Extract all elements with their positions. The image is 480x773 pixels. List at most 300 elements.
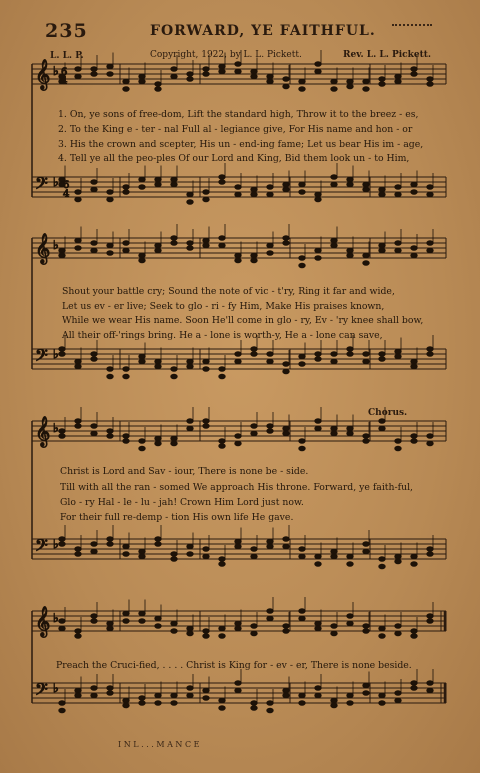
note-head — [331, 703, 337, 708]
note-head — [331, 243, 337, 248]
note-head — [91, 180, 97, 185]
note-head — [219, 69, 225, 74]
note-head — [107, 64, 113, 69]
lyric-line: Glo - ry Hal - le - lu - jah! Crown Him Lord just now. — [60, 497, 304, 508]
note-head — [219, 626, 225, 631]
note-head — [283, 544, 289, 549]
note-head — [107, 429, 113, 434]
note-head — [267, 192, 273, 197]
note-head — [155, 624, 161, 629]
note-head — [299, 547, 305, 552]
note-head — [299, 354, 305, 359]
note-head — [427, 77, 433, 82]
note-head — [187, 552, 193, 557]
note-head — [395, 185, 401, 190]
note-head — [363, 542, 369, 547]
note-head — [123, 367, 129, 372]
note-head — [267, 251, 273, 256]
note-head — [251, 253, 257, 258]
note-head — [267, 708, 273, 713]
note-head — [331, 631, 337, 636]
note-head — [91, 72, 97, 77]
note-head — [123, 79, 129, 84]
note-head — [155, 701, 161, 706]
note-head — [363, 352, 369, 357]
note-head — [187, 419, 193, 424]
note-head — [411, 681, 417, 686]
note-head — [155, 82, 161, 87]
note-head — [155, 537, 161, 542]
note-head — [315, 352, 321, 357]
note-head — [235, 253, 241, 258]
note-head — [187, 364, 193, 369]
meter-label: L. L. P. — [50, 51, 84, 61]
note-head — [59, 248, 65, 253]
note-head — [267, 185, 273, 190]
note-head — [219, 64, 225, 69]
note-head — [123, 544, 129, 549]
note-head — [91, 248, 97, 253]
note-head — [235, 688, 241, 693]
note-head — [123, 248, 129, 253]
note-head — [139, 74, 145, 79]
note-head — [299, 256, 305, 261]
note-head — [395, 631, 401, 636]
lyric-line: All their off-'rings bring. He a - lone is worth-y, He a - lone can save, — [62, 330, 383, 341]
note-head — [107, 434, 113, 439]
flat-sign-icon: ♭ — [53, 64, 59, 78]
note-head — [91, 352, 97, 357]
note-head — [315, 248, 321, 253]
note-head — [203, 696, 209, 701]
note-head — [187, 359, 193, 364]
note-head — [395, 354, 401, 359]
note-head — [59, 626, 65, 631]
note-head — [171, 436, 177, 441]
flat-sign-icon: ♭ — [53, 238, 59, 252]
composer-credit: Rev. L. L. Pickett. — [343, 50, 432, 60]
note-head — [267, 79, 273, 84]
note-head — [379, 243, 385, 248]
note-head — [395, 698, 401, 703]
note-head — [251, 347, 257, 352]
note-head — [347, 182, 353, 187]
lyric-line: Preach the Cruci-fied, . . . . Christ is King for - ev - er, There is none beside. — [56, 660, 412, 671]
note-head — [363, 182, 369, 187]
note-head — [395, 624, 401, 629]
note-head — [187, 200, 193, 205]
note-head — [155, 87, 161, 92]
note-head — [299, 182, 305, 187]
note-head — [139, 701, 145, 706]
note-head — [315, 621, 321, 626]
note-head — [331, 698, 337, 703]
note-head — [395, 439, 401, 444]
note-head — [75, 424, 81, 429]
note-head — [363, 253, 369, 258]
note-head — [331, 238, 337, 243]
note-head — [219, 439, 225, 444]
note-head — [395, 446, 401, 451]
note-head — [139, 354, 145, 359]
note-head — [363, 87, 369, 92]
note-head — [91, 424, 97, 429]
note-head — [235, 434, 241, 439]
note-head — [123, 87, 129, 92]
note-head — [283, 241, 289, 246]
note-head — [139, 177, 145, 182]
note-head — [395, 74, 401, 79]
note-head — [139, 258, 145, 263]
note-head — [171, 374, 177, 379]
note-head — [107, 251, 113, 256]
note-head — [171, 557, 177, 562]
note-head — [331, 352, 337, 357]
note-head — [427, 681, 433, 686]
note-head — [427, 441, 433, 446]
note-head — [107, 686, 113, 691]
note-head — [251, 431, 257, 436]
note-head — [299, 362, 305, 367]
note-head — [379, 564, 385, 569]
note-head — [235, 544, 241, 549]
note-head — [251, 554, 257, 559]
note-head — [123, 619, 129, 624]
note-head — [283, 688, 289, 693]
note-head — [107, 367, 113, 372]
lyric-line: Christ is Lord and Sav - iour, There is none be - side. — [60, 466, 309, 477]
note-head — [91, 619, 97, 624]
note-head — [91, 187, 97, 192]
note-head — [123, 703, 129, 708]
note-head — [427, 241, 433, 246]
note-head — [379, 693, 385, 698]
note-head — [283, 431, 289, 436]
note-head — [347, 248, 353, 253]
note-head — [75, 197, 81, 202]
note-head — [315, 256, 321, 261]
note-head — [171, 177, 177, 182]
note-head — [315, 197, 321, 202]
note-head — [427, 352, 433, 357]
note-head — [315, 562, 321, 567]
note-head — [331, 182, 337, 187]
note-head — [267, 424, 273, 429]
note-head — [123, 241, 129, 246]
note-head — [187, 246, 193, 251]
note-head — [379, 634, 385, 639]
note-head — [411, 182, 417, 187]
note-head — [107, 621, 113, 626]
note-head — [251, 424, 257, 429]
note-head — [219, 634, 225, 639]
note-head — [107, 691, 113, 696]
note-head — [411, 72, 417, 77]
note-head — [283, 362, 289, 367]
note-head — [283, 84, 289, 89]
note-head — [75, 693, 81, 698]
note-head — [187, 241, 193, 246]
note-head — [75, 67, 81, 72]
note-head — [299, 609, 305, 614]
note-head — [59, 429, 65, 434]
note-head — [139, 696, 145, 701]
note-head — [283, 77, 289, 82]
note-head — [315, 192, 321, 197]
time-signature-top: 6 — [61, 67, 68, 78]
note-head — [187, 693, 193, 698]
lyric-line: Shout your battle cry; Sound the note of vic - t'ry, Ring it far and wide, — [62, 286, 395, 297]
note-head — [283, 236, 289, 241]
note-head — [267, 544, 273, 549]
treble-clef-icon: 𝄞 — [35, 417, 51, 447]
note-head — [299, 190, 305, 195]
note-head — [171, 241, 177, 246]
lyric-line: 3. His the crown and scepter, His un - end-ing fame; Let us bear His im - age, — [58, 139, 424, 150]
note-head — [235, 185, 241, 190]
bass-clef-icon: 𝄢 — [35, 535, 48, 559]
note-head — [155, 177, 161, 182]
note-head — [267, 701, 273, 706]
note-head — [347, 621, 353, 626]
note-head — [139, 554, 145, 559]
note-head — [427, 552, 433, 557]
lyric-line: Let us ev - er live; Seek to glo - ri - fy Him, Make His praises known, — [62, 301, 385, 312]
note-head — [155, 542, 161, 547]
note-head — [235, 69, 241, 74]
note-head — [267, 352, 273, 357]
note-head — [107, 190, 113, 195]
note-head — [379, 82, 385, 87]
copyright-notice: Copyright, 1922, by L. L. Pickett. — [150, 50, 302, 60]
flat-sign-icon: ♭ — [53, 537, 59, 551]
note-head — [203, 688, 209, 693]
note-head — [203, 367, 209, 372]
note-head — [347, 352, 353, 357]
note-head — [203, 243, 209, 248]
note-head — [187, 426, 193, 431]
note-head — [251, 74, 257, 79]
note-head — [315, 357, 321, 362]
note-head — [171, 74, 177, 79]
note-head — [155, 359, 161, 364]
note-head — [219, 698, 225, 703]
note-head — [235, 626, 241, 631]
note-head — [427, 614, 433, 619]
note-head — [59, 542, 65, 547]
lyric-line: While we wear His name. Soon He'll come in glo - ry, Ev - 'ry knee shall bow, — [62, 315, 424, 326]
note-head — [203, 419, 209, 424]
note-head — [59, 701, 65, 706]
note-head — [363, 624, 369, 629]
note-head — [347, 79, 353, 84]
note-head — [235, 621, 241, 626]
note-head — [331, 79, 337, 84]
note-head — [59, 434, 65, 439]
note-head — [187, 544, 193, 549]
note-head — [299, 439, 305, 444]
note-head — [395, 554, 401, 559]
note-head — [363, 629, 369, 634]
note-head — [203, 72, 209, 77]
note-head — [283, 537, 289, 542]
note-head — [59, 708, 65, 713]
lyric-line: Till with all the ran - somed We approach His throne. Forward, ye faith-ful, — [60, 482, 414, 493]
note-head — [411, 634, 417, 639]
note-head — [411, 253, 417, 258]
note-head — [59, 347, 65, 352]
note-head — [411, 554, 417, 559]
note-head — [203, 554, 209, 559]
note-head — [299, 446, 305, 451]
note-head — [251, 547, 257, 552]
note-head — [59, 253, 65, 258]
note-head — [267, 243, 273, 248]
note-head — [331, 549, 337, 554]
note-head — [299, 87, 305, 92]
note-head — [283, 426, 289, 431]
note-head — [379, 626, 385, 631]
note-head — [91, 357, 97, 362]
note-head — [75, 359, 81, 364]
note-head — [395, 559, 401, 564]
note-head — [283, 693, 289, 698]
note-head — [75, 634, 81, 639]
note-head — [219, 243, 225, 248]
note-head — [155, 243, 161, 248]
note-head — [411, 190, 417, 195]
note-head — [107, 243, 113, 248]
note-head — [299, 263, 305, 268]
note-head — [331, 624, 337, 629]
note-head — [363, 691, 369, 696]
note-head — [251, 258, 257, 263]
note-head — [347, 253, 353, 258]
note-head — [427, 619, 433, 624]
note-head — [59, 619, 65, 624]
note-head — [139, 185, 145, 190]
footer-imprint: I N L . . . M A N C E — [118, 740, 200, 749]
note-head — [91, 614, 97, 619]
note-head — [347, 426, 353, 431]
note-head — [427, 434, 433, 439]
note-head — [411, 629, 417, 634]
note-head — [75, 547, 81, 552]
note-head — [347, 614, 353, 619]
note-head — [379, 419, 385, 424]
note-head — [251, 69, 257, 74]
note-head — [283, 182, 289, 187]
note-head — [379, 557, 385, 562]
bass-clef-icon: 𝄢 — [35, 345, 48, 369]
lyric-line: 1. On, ye sons of free-dom, Lift the standard high, Throw it to the breez - es, — [58, 109, 419, 120]
note-head — [347, 562, 353, 567]
note-head — [283, 629, 289, 634]
note-head — [299, 79, 305, 84]
note-head — [331, 426, 337, 431]
note-head — [427, 248, 433, 253]
note-head — [315, 69, 321, 74]
time-signature-top: 6 — [63, 180, 70, 191]
note-head — [203, 67, 209, 72]
note-head — [299, 554, 305, 559]
note-head — [379, 701, 385, 706]
note-head — [139, 619, 145, 624]
note-head — [171, 441, 177, 446]
lyric-line: 4. Tell ye all the peo-ples Of our Lord and King, Bid them look un - to Him, — [58, 153, 410, 164]
note-head — [123, 185, 129, 190]
note-head — [411, 359, 417, 364]
note-head — [75, 246, 81, 251]
note-head — [219, 374, 225, 379]
note-head — [411, 439, 417, 444]
note-head — [75, 552, 81, 557]
note-head — [379, 77, 385, 82]
note-head — [219, 367, 225, 372]
note-head — [187, 77, 193, 82]
note-head — [203, 359, 209, 364]
note-head — [299, 701, 305, 706]
note-head — [235, 192, 241, 197]
note-head — [267, 74, 273, 79]
note-head — [347, 431, 353, 436]
note-head — [267, 616, 273, 621]
note-head — [331, 554, 337, 559]
time-signature-bottom: 4 — [63, 189, 70, 200]
note-head — [91, 549, 97, 554]
note-head — [395, 192, 401, 197]
note-head — [331, 359, 337, 364]
hymn-number: 235 — [45, 20, 88, 42]
treble-clef-icon: 𝄞 — [35, 234, 51, 264]
note-head — [411, 364, 417, 369]
treble-clef-icon: 𝄞 — [35, 60, 51, 90]
note-head — [395, 691, 401, 696]
note-head — [363, 549, 369, 554]
note-head — [123, 374, 129, 379]
note-head — [139, 446, 145, 451]
note-head — [299, 616, 305, 621]
note-head — [251, 631, 257, 636]
note-head — [219, 444, 225, 449]
note-head — [219, 175, 225, 180]
note-head — [379, 357, 385, 362]
note-head — [219, 180, 225, 185]
note-head — [331, 175, 337, 180]
note-head — [235, 62, 241, 67]
note-head — [363, 434, 369, 439]
note-head — [107, 374, 113, 379]
note-head — [379, 352, 385, 357]
note-head — [187, 626, 193, 631]
note-head — [267, 359, 273, 364]
note-head — [75, 688, 81, 693]
note-head — [379, 187, 385, 192]
note-head — [59, 537, 65, 542]
note-head — [203, 547, 209, 552]
note-head — [315, 554, 321, 559]
note-head — [123, 552, 129, 557]
note-head — [331, 431, 337, 436]
note-head — [315, 419, 321, 424]
note-head — [91, 542, 97, 547]
note-head — [171, 621, 177, 626]
bass-clef-icon: 𝄢 — [35, 173, 48, 197]
note-head — [91, 241, 97, 246]
note-head — [235, 352, 241, 357]
lyric-line: For their full re-demp - tion His own life He gave. — [60, 512, 294, 523]
note-head — [91, 67, 97, 72]
